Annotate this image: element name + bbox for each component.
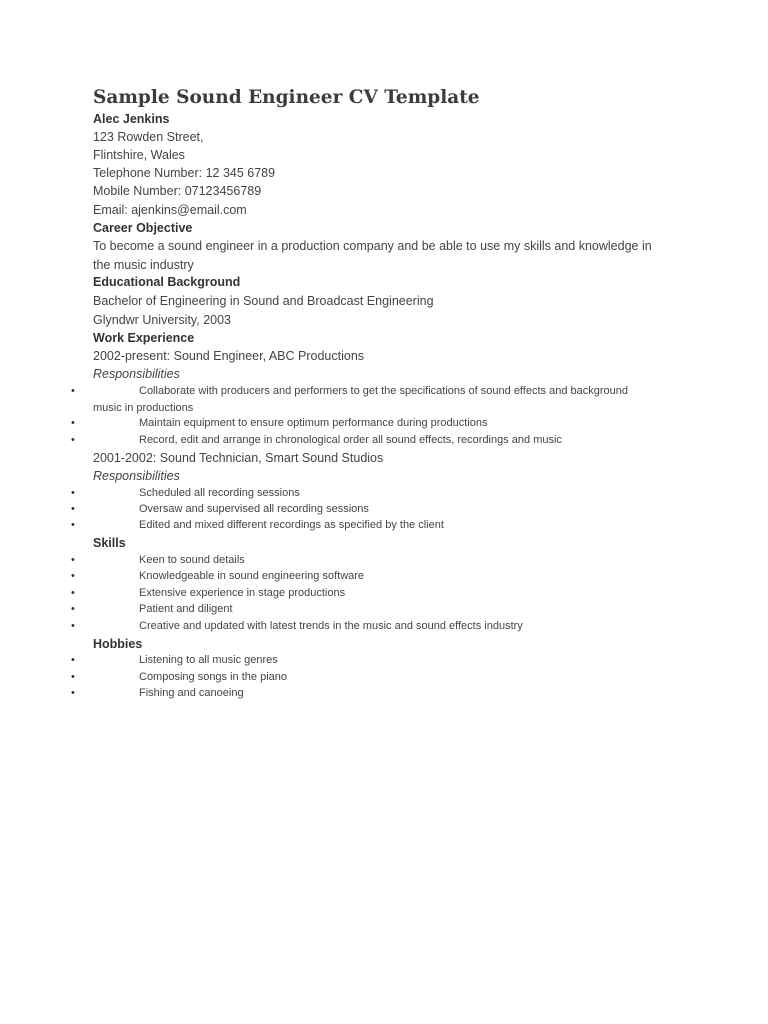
hobbies-heading: Hobbies: [93, 637, 143, 651]
mobile-number: Mobile Number: 07123456789: [93, 184, 262, 198]
list-item: Patient and diligent: [139, 603, 233, 615]
bullet: •: [71, 687, 75, 699]
bullet: •: [71, 487, 75, 499]
bullet: •: [71, 385, 75, 397]
skills-heading: Skills: [93, 536, 126, 550]
page-title: Sample Sound Engineer CV Template: [93, 87, 480, 108]
job-title: 2002-present: Sound Engineer, ABC Productions: [93, 349, 365, 363]
candidate-name: Alec Jenkins: [93, 112, 170, 126]
responsibilities-label: Responsibilities: [93, 469, 180, 483]
career-objective-heading: Career Objective: [93, 221, 193, 235]
bullet: •: [71, 417, 75, 429]
bullet: •: [71, 587, 75, 599]
list-item: Scheduled all recording sessions: [139, 487, 300, 499]
list-item: Oversaw and supervised all recording sessions: [139, 503, 369, 515]
job-title: 2001-2002: Sound Technician, Smart Sound Studios: [93, 451, 384, 465]
list-item-continuation: music in productions: [93, 402, 194, 414]
bullet: •: [71, 519, 75, 531]
bullet: •: [71, 570, 75, 582]
education-heading: Educational Background: [93, 275, 241, 289]
email-address: Email: ajenkins@email.com: [93, 203, 247, 217]
work-experience-heading: Work Experience: [93, 331, 195, 345]
bullet: •: [71, 603, 75, 615]
bullet: •: [71, 654, 75, 666]
list-item: Record, edit and arrange in chronological order all sound effects, recordings and music: [139, 434, 562, 446]
career-objective-line-1: To become a sound engineer in a production company and be able to use my skills and knowledge in: [93, 239, 652, 253]
list-item: Collaborate with producers and performers to get the specifications of sound effects and background: [139, 385, 628, 397]
list-item: Composing songs in the piano: [139, 671, 287, 683]
list-item: Listening to all music genres: [139, 654, 278, 666]
list-item: Fishing and canoeing: [139, 687, 244, 699]
bullet: •: [71, 554, 75, 566]
list-item: Creative and updated with latest trends in the music and sound effects industry: [139, 620, 523, 632]
bullet: •: [71, 503, 75, 515]
list-item: Knowledgeable in sound engineering software: [139, 570, 365, 582]
address-line-2: Flintshire, Wales: [93, 148, 185, 162]
career-objective-line-2: the music industry: [93, 258, 194, 272]
education-degree: Bachelor of Engineering in Sound and Broadcast Engineering: [93, 294, 434, 308]
address-line-1: 123 Rowden Street,: [93, 130, 204, 144]
bullet: •: [71, 671, 75, 683]
list-item: Edited and mixed different recordings as specified by the client: [139, 519, 444, 531]
responsibilities-label: Responsibilities: [93, 367, 180, 381]
telephone-number: Telephone Number: 12 345 6789: [93, 166, 276, 180]
bullet: •: [71, 620, 75, 632]
list-item: Maintain equipment to ensure optimum performance during productions: [139, 417, 488, 429]
list-item: Extensive experience in stage productions: [139, 587, 346, 599]
list-item: Keen to sound details: [139, 554, 245, 566]
bullet: •: [71, 434, 75, 446]
education-school: Glyndwr University, 2003: [93, 313, 232, 327]
